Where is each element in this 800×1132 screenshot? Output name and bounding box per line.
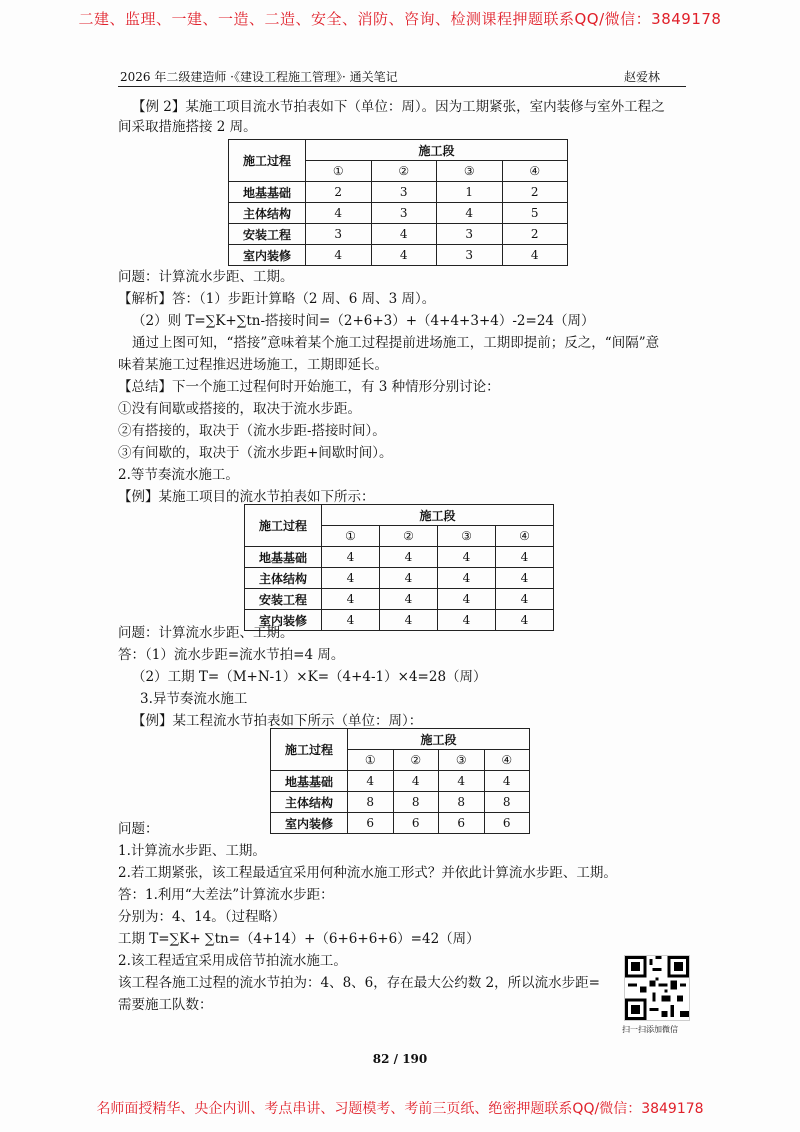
cell: 4	[322, 610, 380, 631]
row-label: 室内装修	[271, 813, 348, 834]
cell: 8	[439, 792, 485, 813]
cell: 3	[371, 182, 437, 203]
row-label: 主体结构	[229, 203, 306, 224]
cell: 3	[371, 203, 437, 224]
col-head: ②	[393, 750, 439, 771]
cell: 4	[348, 771, 394, 792]
analysis-line-2: （2）则 T=∑K+∑tn-搭接时间=（2+6+3）+（4+4+3+4）-2=24（周）	[132, 313, 595, 329]
row-label: 地基基础	[229, 182, 306, 203]
col-head: ②	[380, 526, 438, 547]
table-head-segment: 施工段	[348, 729, 530, 750]
cell: 4	[502, 245, 568, 266]
question-2: 问题：计算流水步距、工期。	[118, 625, 294, 641]
header-rule	[118, 86, 686, 87]
cell: 4	[322, 568, 380, 589]
row-label: 室内装修	[245, 610, 322, 631]
cell: 3	[306, 224, 372, 245]
cell: 4	[439, 771, 485, 792]
answer-c-1: 答：1.利用“大差法”计算流水步距：	[118, 887, 334, 903]
cell: 2	[502, 224, 568, 245]
cell: 8	[393, 792, 439, 813]
cell: 6	[439, 813, 485, 834]
header-author: 赵爱林	[624, 70, 661, 84]
table-row	[229, 203, 568, 224]
table-head-segment: 施工段	[306, 140, 568, 161]
table-row	[245, 589, 554, 610]
col-head: ③	[437, 161, 503, 182]
cell: 4	[371, 245, 437, 266]
cell: 4	[437, 203, 503, 224]
row-label: 地基基础	[271, 771, 348, 792]
answer-c-2: 分别为：4、14。（过程略）	[118, 909, 286, 925]
cell: 4	[438, 610, 496, 631]
cell: 6	[484, 813, 530, 834]
col-head: ②	[371, 161, 437, 182]
cell: 5	[502, 203, 568, 224]
qr-code-icon[interactable]	[624, 955, 690, 1021]
table-row	[271, 792, 530, 813]
col-head: ④	[496, 526, 554, 547]
cell: 3	[437, 245, 503, 266]
example2-intro-cont: 间采取措施搭接 2 周。	[118, 119, 257, 135]
example-c-intro: 【例】某工程流水节拍表如下所示（单位：周）：	[132, 713, 423, 729]
cell: 4	[438, 547, 496, 568]
col-head: ④	[502, 161, 568, 182]
answer-b-2: （2）工期 T=（M+N-1）×K=（4+4-1）×4=28（周）	[132, 669, 487, 685]
table-head-process: 施工过程	[271, 729, 348, 771]
cell: 8	[348, 792, 394, 813]
table-row	[271, 771, 530, 792]
cell: 4	[496, 568, 554, 589]
table-row	[229, 224, 568, 245]
cell: 4	[496, 610, 554, 631]
summary-item-3: ③有间歇的，取决于（流水步距+间歇时间）。	[118, 445, 393, 461]
question-3-item-1: 1.计算流水步距、工期。	[118, 843, 266, 859]
row-label: 主体结构	[245, 568, 322, 589]
section-heading-2: 2.等节奏流水施工。	[118, 467, 239, 483]
row-label: 地基基础	[245, 547, 322, 568]
row-label: 安装工程	[229, 224, 306, 245]
summary-item-2: ②有搭接的，取决于（流水步距-搭接时间）。	[118, 423, 386, 439]
table-row	[229, 245, 568, 266]
answer-c-5: 该工程各施工过程的流水节拍为：4、8、6，存在最大公约数 2，所以流水步距=	[118, 975, 600, 991]
cell: 6	[393, 813, 439, 834]
question-3-item-2: 2.若工期紧张，该工程最适宜采用何种流水施工形式？并依此计算流水步距、工期。	[118, 865, 617, 881]
summary-heading: 【总结】下一个施工过程何时开始施工，有 3 种情形分别讨论：	[118, 379, 500, 395]
col-head: ①	[306, 161, 372, 182]
cell: 4	[371, 224, 437, 245]
cell: 1	[437, 182, 503, 203]
col-head: ①	[348, 750, 394, 771]
table-head-process: 施工过程	[245, 505, 322, 547]
cell: 8	[484, 792, 530, 813]
cell: 4	[306, 245, 372, 266]
answer-c-3: 工期 T=∑K+ ∑tn=（4+14）+（6+6+6+6）=42（周）	[118, 931, 480, 947]
table-row	[245, 547, 554, 568]
example2-intro: 【例 2】某施工项目流水节拍表如下（单位：周）。因为工期紧张，室内装修与室外工程之	[132, 99, 665, 115]
explain-line-1: 通过上图可知，“搭接”意味着某个施工过程提前进场施工，工期即提前；反之，“间隔”意	[132, 335, 660, 351]
analysis-line-1: 【解析】答：（1）步距计算略（2 周、6 周、3 周）。	[118, 291, 436, 307]
example-b-intro: 【例】某施工项目的流水节拍表如下所示：	[118, 489, 375, 505]
header-title: 2026 年二级建造师 ·《建设工程施工管理》· 通关笔记	[120, 70, 398, 84]
table-head-segment: 施工段	[322, 505, 554, 526]
cell: 4	[496, 547, 554, 568]
cell: 4	[322, 589, 380, 610]
cell: 4	[393, 771, 439, 792]
cell: 2	[306, 182, 372, 203]
cell: 3	[437, 224, 503, 245]
col-head: ①	[322, 526, 380, 547]
rhythm-table-3	[270, 728, 530, 834]
answer-c-4: 2.该工程适宜采用成倍节拍流水施工。	[118, 953, 347, 969]
cell: 4	[380, 568, 438, 589]
question-3: 问题：	[118, 821, 159, 837]
explain-line-2: 味着某施工过程推迟进场施工，工期即延长。	[118, 357, 388, 373]
col-head: ③	[438, 526, 496, 547]
cell: 4	[380, 589, 438, 610]
section-heading-3: 3.异节奏流水施工	[140, 691, 248, 707]
page-number: 82 / 190	[372, 1052, 428, 1066]
table-row	[229, 182, 568, 203]
row-label: 主体结构	[271, 792, 348, 813]
col-head: ④	[484, 750, 530, 771]
col-head: ③	[439, 750, 485, 771]
cell: 4	[484, 771, 530, 792]
row-label: 室内装修	[229, 245, 306, 266]
table-head-process: 施工过程	[229, 140, 306, 182]
bottom-ad-banner: 名师面授精华、央企内训、考点串讲、习题模考、考前三页纸、绝密押题联系QQ/微信：3849178	[96, 1101, 704, 1117]
cell: 2	[502, 182, 568, 203]
summary-item-1: ①没有间歇或搭接的，取决于流水步距。	[118, 401, 361, 417]
cell: 4	[322, 547, 380, 568]
answer-b-1: 答：（1）流水步距=流水节拍=4 周。	[118, 647, 345, 663]
cell: 4	[496, 589, 554, 610]
cell: 4	[438, 589, 496, 610]
cell: 4	[438, 568, 496, 589]
top-ad-banner: 二建、监理、一建、一造、二造、安全、消防、咨询、检测课程押题联系QQ/微信：3849178	[78, 10, 722, 28]
question-1: 问题：计算流水步距、工期。	[118, 269, 294, 285]
rhythm-table-1	[228, 139, 568, 266]
qr-caption: 扫一扫添加微信	[622, 1025, 678, 1034]
cell: 4	[380, 610, 438, 631]
row-label: 安装工程	[245, 589, 322, 610]
table-row	[271, 813, 530, 834]
cell: 4	[306, 203, 372, 224]
answer-c-6: 需要施工队数：	[118, 997, 213, 1013]
cell: 4	[380, 547, 438, 568]
rhythm-table-2	[244, 504, 554, 631]
cell: 6	[348, 813, 394, 834]
table-row	[245, 568, 554, 589]
